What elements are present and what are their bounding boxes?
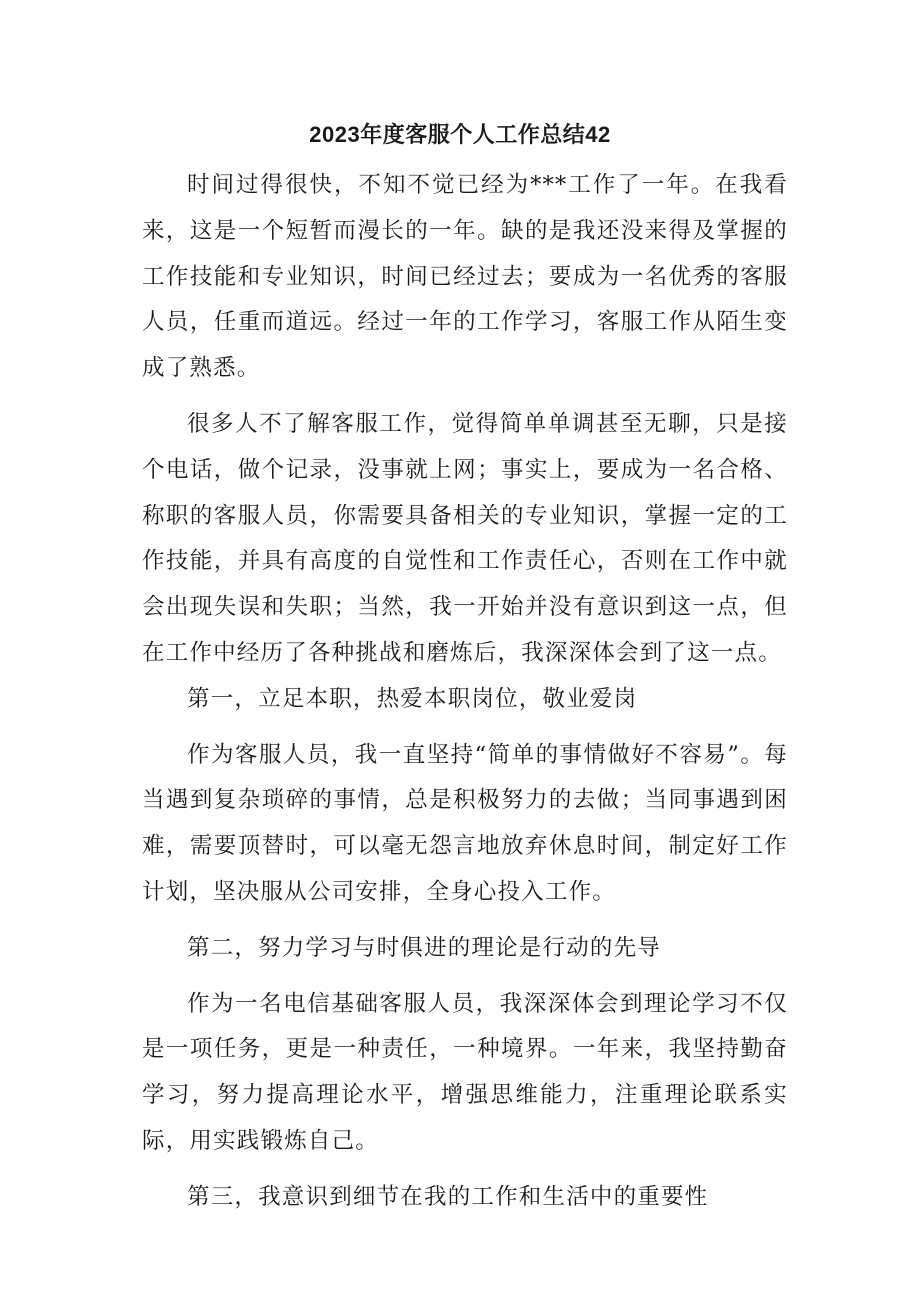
document-body: [142, 163, 788, 1221]
paragraph-understanding: 很多人不了解客服工作，觉得简单单调甚至无聊，只是接个电话，做个记录，没事就上网；事实上，要成为一名合格、称职的客服人员，你需要具备相关的专业知识，掌握一定的工作技能，并具有高度的自觉性和工作责任心，否则在工作中就会出现失误和失职；当然，我一开始并没有意识到这一点，但在工作中经历了各种挑战和磨炼后，我深深体会到了这一点。: [142, 410, 788, 666]
paragraph-second-body: 作为一名电信基础客服人员，我深深体会到理论学习不仅是一项任务，更是一种责任，一种境界。一年来，我坚持勤奋学习，努力提高理论水平，增强思维能力，注重理论联系实际，用实践锻炼自己。: [142, 990, 788, 1154]
section-heading-first: 第一，立足本职，热爱本职岗位，敬业爱岗: [187, 685, 638, 712]
paragraph-first-body: 作为客服人员，我一直坚持“简单的事情做好不容易”。每当遇到复杂琐碎的事情，总是积极努力的去做；当同事遇到困难，需要顶替时，可以毫无怨言地放弃休息时间，制定好工作计划，坚决服从公司安排，全身心投入工作。: [142, 741, 788, 905]
document-title: 2023年度客服个人工作总结42: [309, 122, 611, 147]
section-heading-third: 第三，我意识到细节在我的工作和生活中的重要性: [187, 1183, 709, 1210]
section-heading-second: 第二，努力学习与时俱进的理论是行动的先导: [187, 934, 662, 961]
paragraph-intro: 时间过得很快，不知不觉已经为***工作了一年。在我看来，这是一个短暂而漫长的一年。缺的是我还没来得及掌握的工作技能和专业知识，时间已经过去；要成为一名优秀的客服人员，任重而道远。经过一年的工作学习，客服工作从陌生变成了熟悉。: [142, 172, 788, 382]
